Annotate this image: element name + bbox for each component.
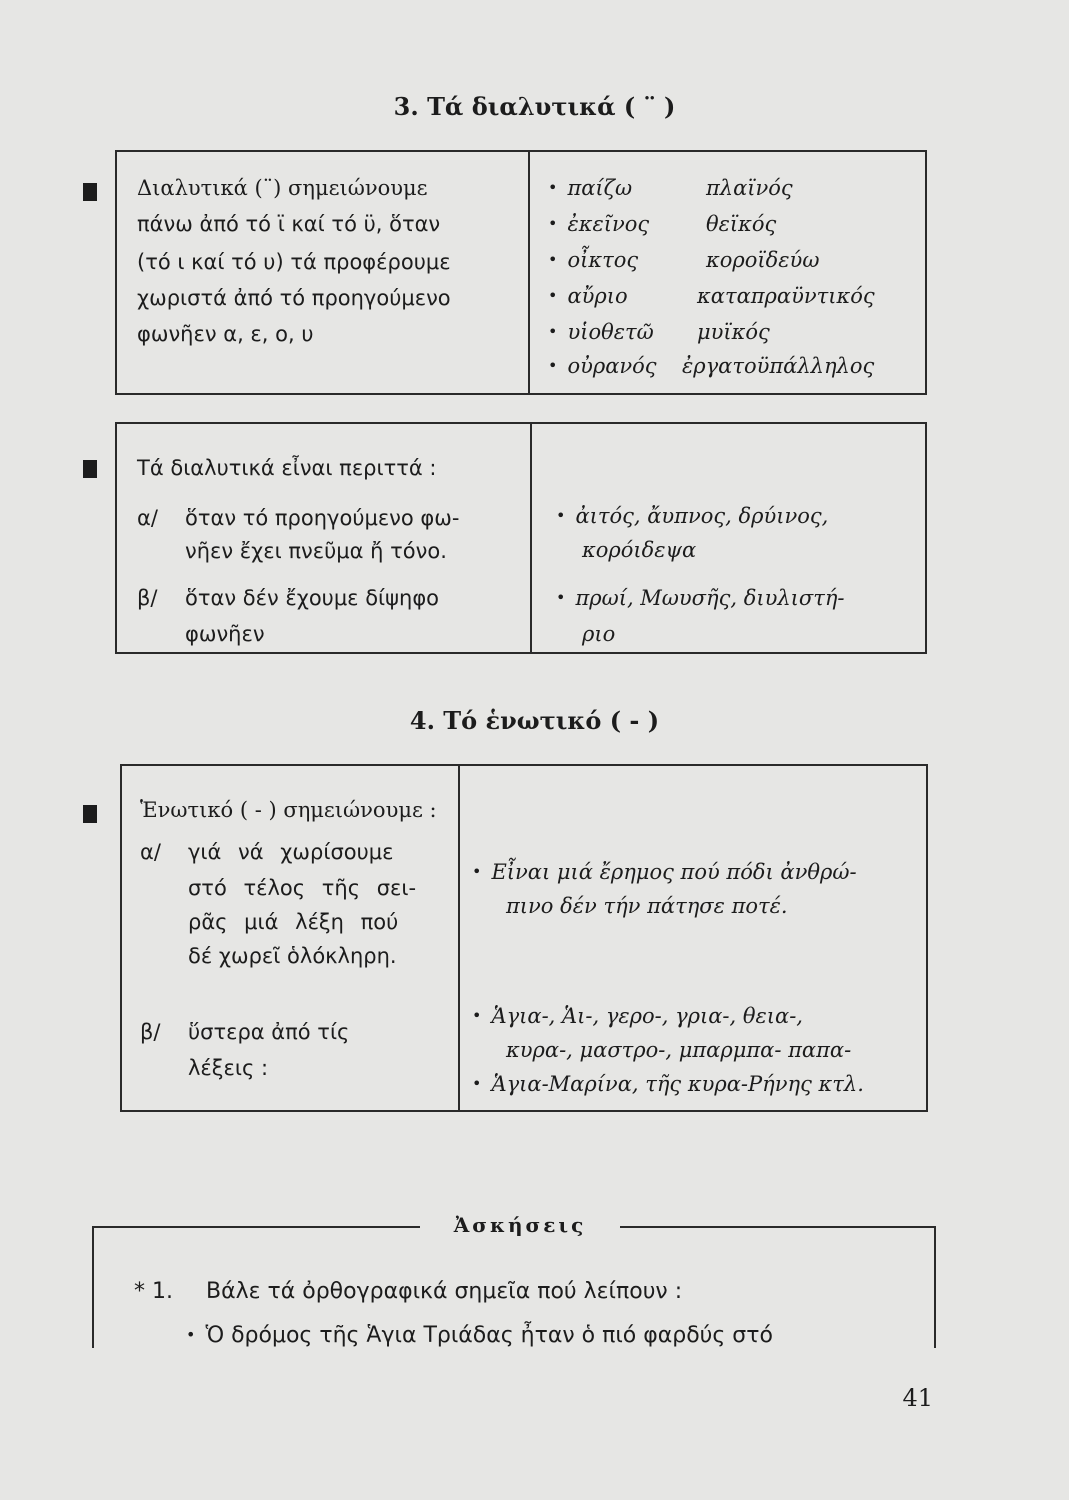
example-line: • Ἁγια-Μαρίνα, τῆς κυρα-Ρήνης κτλ. [472, 1074, 864, 1095]
example-word: θεϊκός [706, 212, 777, 236]
enotiko-heading: Ἑνωτικό ( - ) σημειώνουμε : [140, 798, 437, 822]
rule-line: ὕστερα ἀπό τίς [188, 1020, 350, 1044]
rule-line: φωνῆεν α, ε, ο, υ [137, 322, 314, 346]
rule-line: νῆεν ἔχει πνεῦμα ἤ τόνο. [185, 539, 447, 563]
example-word: κοροϊδεύω [706, 248, 820, 272]
example-line: κυρα-, μαστρο-, μπαρμπα- παπα- [506, 1038, 852, 1062]
rule-line: λέξεις : [188, 1056, 269, 1080]
exception-heading: Τά διαλυτικά εἶναι περιττά : [137, 456, 437, 480]
example-line: • Εἶναι μιά ἔρημος πού πόδι ἀνθρώ- [472, 862, 857, 883]
label-a: α/ [137, 506, 158, 530]
rule-line: πάνω ἀπό τό ϊ καί τό ϋ, ὅταν [137, 212, 441, 236]
section-4-title: 4. Τό ἑνωτικό ( - ) [409, 706, 660, 735]
example-line: • ἀιτός, ἄυπνος, δρύινος, [556, 506, 828, 527]
example-word: • ἐκεῖνος [548, 214, 649, 235]
label-a: α/ [140, 840, 161, 864]
exercise-instruction: Βάλε τά ὀρθογραφικά σημεῖα πού λείπουν : [206, 1279, 683, 1304]
label-b: β/ [137, 586, 158, 610]
rule-line: χωριστά ἀπό τό προηγούμενο [137, 286, 451, 310]
rule-line: (τό ι καί τό υ) τά προφέρουμε [137, 250, 451, 274]
label-b: β/ [140, 1020, 161, 1044]
rule-line: ὅταν τό προηγούμενο φω- [185, 506, 460, 530]
example-line: • πρωί, Μωυσῆς, διυλιστή- [556, 588, 845, 609]
rule-line: ὅταν δέν ἔχουμε δίψηφο [185, 586, 440, 610]
example-line: πινο δέν τήν πάτησε ποτέ. [506, 894, 788, 918]
exercises-title: Ἀσκήσεις [420, 1213, 620, 1237]
example-word: πλαϊνός [706, 176, 793, 200]
example-word: • υἱοθετῶ [548, 322, 654, 343]
rule-line: δέ χωρεῖ ὁλόκληρη. [188, 944, 397, 968]
example-word: • αὔριο [548, 286, 628, 307]
square-bullet-icon [83, 460, 97, 478]
example-word: καταπραϋντικός [697, 284, 875, 308]
page-number: 41 [902, 1384, 933, 1412]
example-word: • οὐρανός [548, 356, 657, 377]
rule-line: ρᾶς μιά λέξη πού [188, 910, 399, 934]
rule-line: Διαλυτικά (¨) σημειώνουμε [137, 176, 428, 200]
example-word: ἐργατοϋπάλληλος [682, 354, 875, 378]
example-line: • Ἁγια-, Ἁι-, γερο-, γρια-, θεια-, [472, 1006, 803, 1027]
rule-line: φωνῆεν [185, 622, 265, 646]
example-word: μυϊκός [697, 320, 770, 344]
square-bullet-icon [83, 805, 97, 823]
exercise-number: * 1. [134, 1279, 173, 1304]
example-line: ριο [582, 622, 616, 646]
square-bullet-icon [83, 183, 97, 201]
example-line: κορόιδεψα [582, 538, 697, 562]
exercise-sentence: • Ὁ δρόμος τῆς Ἁγια Τριάδας ἦταν ὁ πιό φαρδύς στό [186, 1325, 773, 1347]
example-word: • παίζω [548, 178, 632, 199]
rule-line: γιά νά χωρίσουμε [188, 840, 394, 864]
rule-line: στό τέλος τῆς σει- [188, 876, 417, 900]
example-word: • οἶκτος [548, 250, 638, 271]
section-3-title: 3. Τά διαλυτικά ( ¨ ) [393, 92, 676, 121]
